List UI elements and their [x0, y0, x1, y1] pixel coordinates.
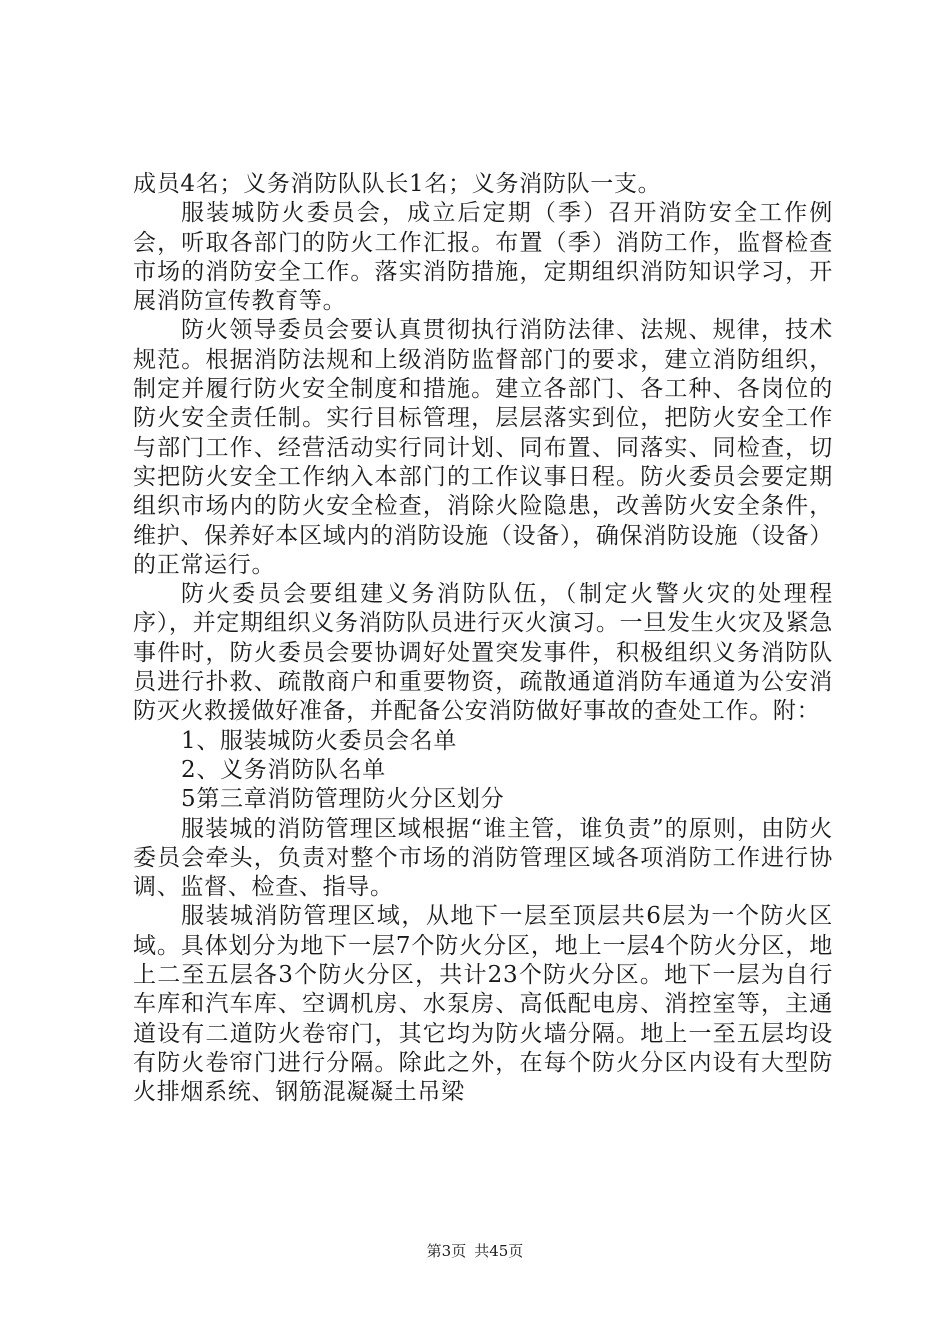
paragraph-1: 成员4名；义务消防队队长1名；义务消防队一支。 — [133, 171, 662, 197]
document-body — [133, 170, 833, 1108]
list-item-2: 2、义务消防队名单 — [181, 756, 386, 783]
page-number: 第3页 — [426, 1242, 467, 1260]
paragraph-5: 服装城的消防管理区域根据“谁主管，谁负责”的原则，由防火委员会牵头，负责对整个市场的消防管理区域各项消防工作进行协调、监督、检查、指导。 — [133, 815, 833, 901]
paragraph-2: 服装城防火委员会，成立后定期（季）召开消防安全工作例会，听取各部门的防火工作汇报。布置（季）消防工作，监督检查市场的消防安全工作。落实消防措施，定期组织消防知识学习，开展消防宣传教育等。 — [133, 200, 833, 315]
page-total: 共45页 — [474, 1242, 524, 1260]
paragraph-6: 服装城消防管理区域，从地下一层至顶层共6层为一个防火区域。具体划分为地下一层7个防火分区，地上一层4个防火分区，地上二至五层各3个防火分区，共计23个防火分区。地下一层为自行车库和汽车库、空调机房、水泵房、高低配电房、消控室等，主通道设有二道防火卷帘门，其它均为防火墙分隔。地上一至五层均设有防火卷帘门进行分隔。除此之外，在每个防火分区内设有大型防火排烟系统、钢筋混凝凝土吊梁 — [133, 903, 833, 1106]
page-footer — [0, 1240, 950, 1261]
chapter-heading: 5第三章消防管理防火分区划分 — [181, 786, 505, 813]
paragraph-4: 防火委员会要组建义务消防队伍，（制定火警火灾的处理程序），并定期组织义务消防队员进行灭火演习。一旦发生火灾及紧急事件时，防火委员会要协调好处置突发事件，积极组织义务消防队员进行扑救、疏散商户和重要物资，疏散通道消防车通道为公安消防灭火救援做好准备，并配备公安消防做好事故的查处工作。附： — [133, 581, 833, 725]
paragraph-3: 防火领导委员会要认真贯彻执行消防法律、法规、规律，技术规范。根据消防法规和上级消防监督部门的要求，建立消防组织，制定并履行防火安全制度和措施。建立各部门、各工种、各岗位的防火安全责任制。实行目标管理，层层落实到位，把防火安全工作与部门工作、经营活动实行同计划、同布置、同落实、同检查，切实把防火安全工作纳入本部门的工作议事日程。防火委员会要定期组织市场内的防火安全检查，消除火险隐患，改善防火安全条件，维护、保养好本区域内的消防设施（设备），确保消防设施（设备）的正常运行。 — [133, 317, 833, 578]
list-item-1: 1、服装城防火委员会名单 — [181, 727, 458, 754]
